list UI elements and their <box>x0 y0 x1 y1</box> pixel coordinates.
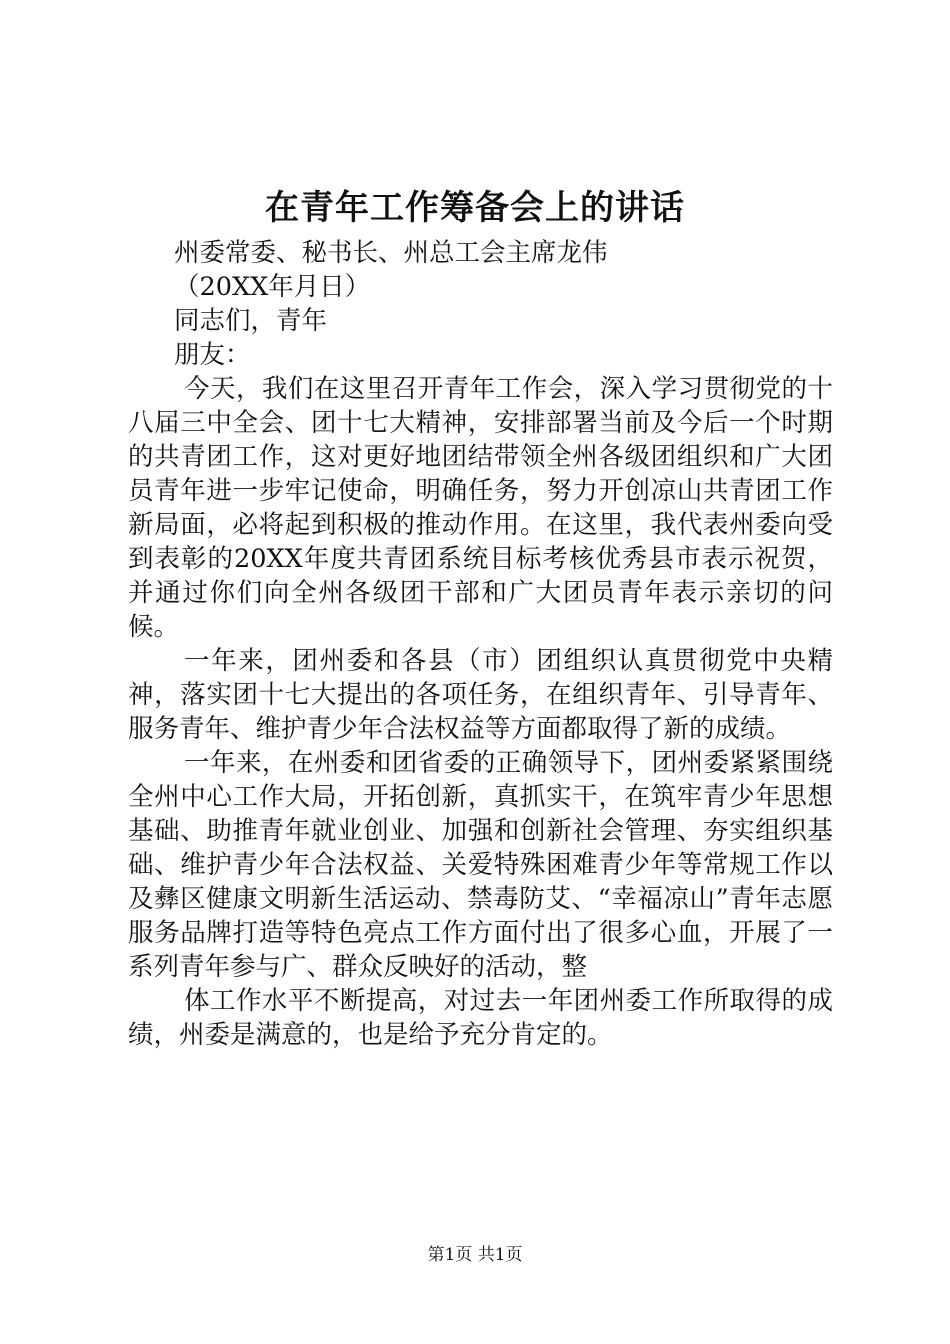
document-title: 在青年工作筹备会上的讲话 <box>265 188 685 228</box>
author-line: 州委常委、秘书长、州总工会主席龙伟 <box>174 238 608 268</box>
paragraph-4: 体工作水平不断提高，对过去一年团州委工作所取得的成绩，州委是满意的，也是给予充分肯定的。 <box>128 986 833 1050</box>
date-line: （20XX年月日） <box>174 272 371 302</box>
paragraph-3: 一年来，在州委和团省委的正确领导下，团州委紧紧围绕全州中心工作大局，开拓创新，真抓实干，在筑牢青少年思想基础、助推青年就业创业、加强和创新社会管理、夯实组织基础、维护青少年合法权益、关爱特殊困难青少年等常规工作以及彝区健康文明新生活运动、禁毒防艾、“幸福凉山”青年志愿服务品牌打造等特色亮点工作方面付出了很多心血，开展了一系列青年参与广、群众反映好的活动，整 <box>128 748 833 982</box>
paragraph-1: 今天，我们在这里召开青年工作会，深入学习贯彻党的十八届三中全会、团十七大精神，安排部署当前及今后一个时期的共青团工作，这对更好地团结带领全州各级团组织和广大团员青年进一步牢记使命，明确任务，努力开创凉山共青团工作新局面，必将起到积极的推动作用。在这里，我代表州委向受到表彰的20XX年度共青团系统目标考核优秀县市表示祝贺，并通过你们向全州各级团干部和广大团员青年表示亲切的问候。 <box>128 374 833 642</box>
salutation-line-1: 同志们，青年 <box>174 306 328 336</box>
page-footer: 第1页 共1页 <box>427 1245 523 1265</box>
document-body <box>128 236 833 1052</box>
paragraph-2: 一年来，团州委和各县（市）团组织认真贯彻党中央精神，落实团十七大提出的各项任务，在组织青年、引导青年、服务青年、维护青少年合法权益等方面都取得了新的成绩。 <box>128 646 833 744</box>
salutation-line-2: 朋友： <box>174 340 251 370</box>
